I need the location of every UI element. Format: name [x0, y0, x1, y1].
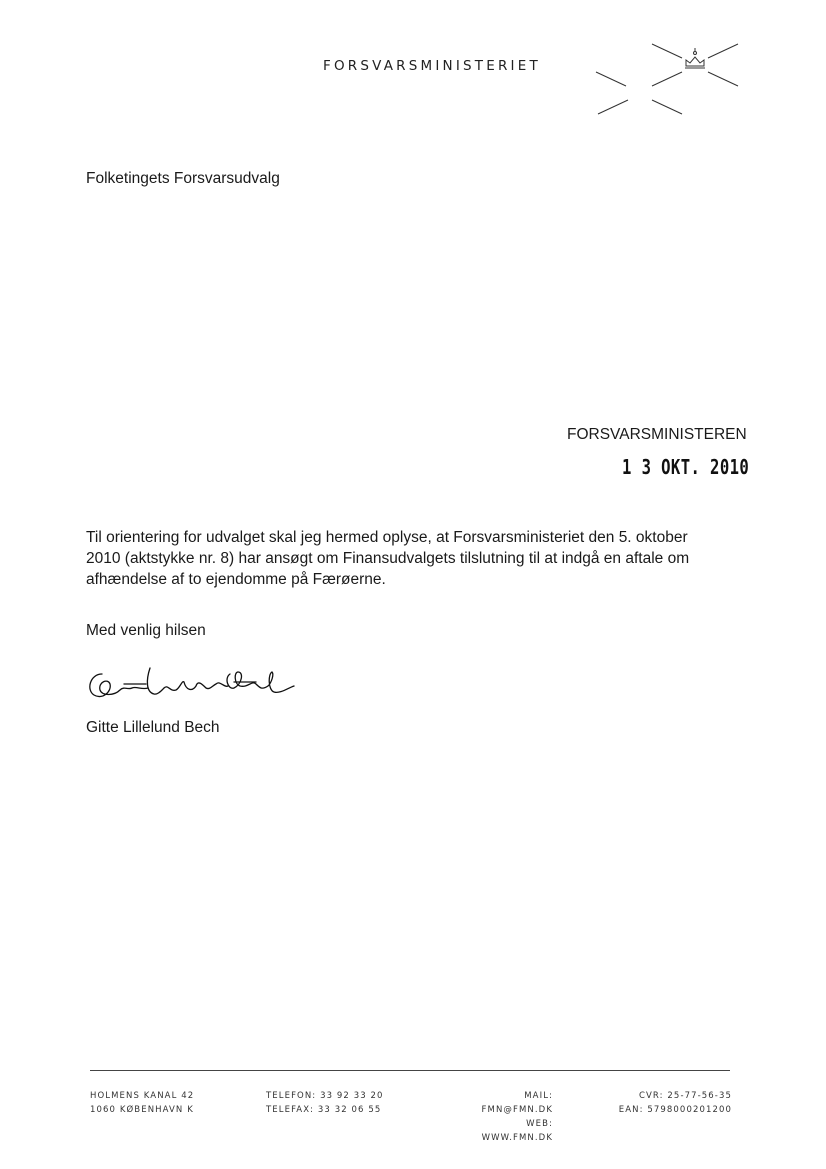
footer-address [90, 1089, 194, 1117]
handwritten-signature [84, 660, 304, 704]
footer-phone-block [266, 1089, 384, 1117]
footer-cvr: CVR: 25-77-56-35 [638, 1091, 732, 1101]
signer-name: Gitte Lillelund Bech [86, 719, 220, 736]
footer-address-line2: 1060 KØBENHAVN K [90, 1105, 194, 1115]
footer-ean: EAN: 5798000201200 [618, 1105, 732, 1115]
footer-address-line1: HOLMENS KANAL 42 [90, 1091, 195, 1101]
letter-body: Til orientering for udvalget skal jeg hermed oplyse, at Forsvarsministeriet den 5. oktober 2010 (aktstykke nr. 8) har ansøgt om Finansudvalgets tilslutning til at indgå en aftale om afhændelse af to ejendomme på Færøerne. [86, 529, 690, 588]
footer-divider [90, 1070, 730, 1071]
sender-office: FORSVARSMINISTEREN [567, 426, 747, 443]
footer-contact-block [453, 1089, 553, 1145]
letterhead-organization: FORSVARSMINISTERIET [323, 58, 541, 74]
footer-fax: TELEFAX: 33 32 06 55 [266, 1105, 382, 1115]
footer-registration-block [600, 1089, 732, 1117]
closing-greeting: Med venlig hilsen [86, 622, 206, 639]
footer-mail: MAIL: FMN@FMN.DK [481, 1091, 553, 1115]
recipient-name: Folketingets Forsvarsudvalg [86, 170, 280, 187]
footer-phone: TELEFON: 33 92 33 20 [266, 1091, 384, 1101]
footer-web: WEB: WWW.FMN.DK [481, 1119, 553, 1143]
crown-emblem-icon [590, 36, 740, 126]
date-stamp: 1 3 OKT. 2010 [622, 455, 750, 479]
